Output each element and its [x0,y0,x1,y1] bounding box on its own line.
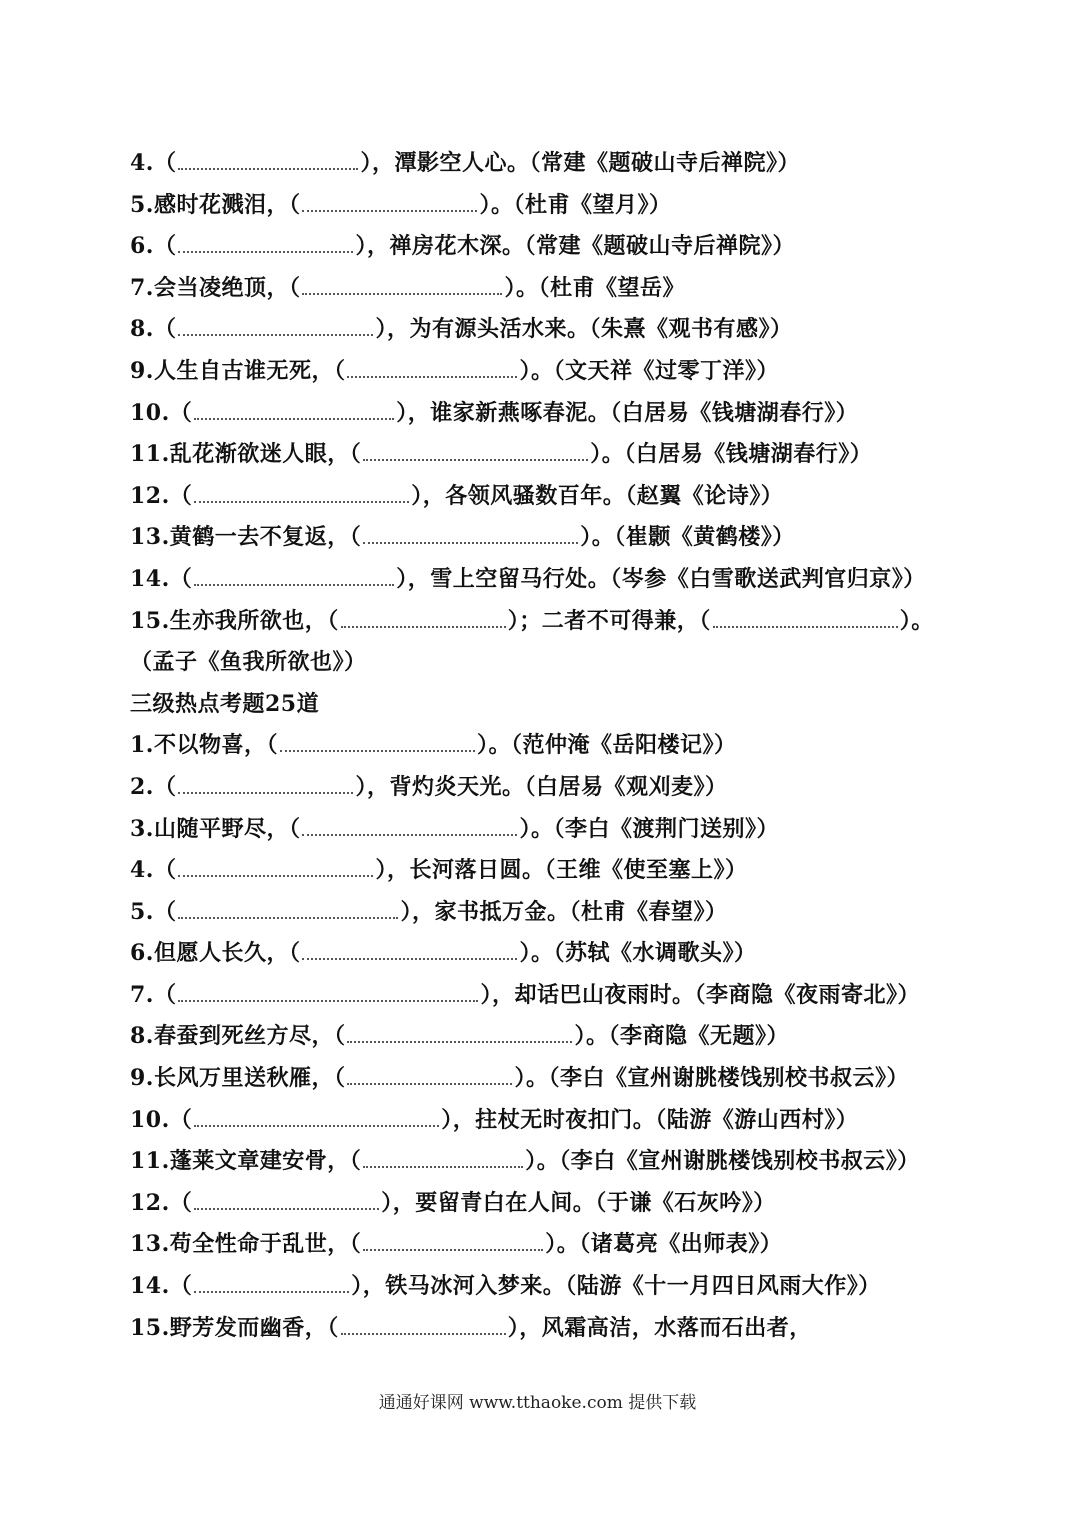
line-text: ），禅房花木深。（常建《题破山寺后禅院》） [355,233,795,260]
line-text: ），长河落日圆。（王维《使至塞上》） [375,857,748,884]
question-line [130,601,960,643]
line-text: ），却话巴山夜雨时。（李商隐《夜雨寄北》） [480,981,920,1008]
question-line [130,933,960,975]
answer-blank[interactable] [713,606,898,628]
answer-blank[interactable] [178,231,353,253]
answer-blank[interactable] [347,1022,572,1044]
line-text: 15.生亦我所欲也，（ [130,607,339,634]
question-line [130,185,960,227]
answer-blank[interactable] [178,315,373,337]
question-line [130,975,960,1017]
line-text: ）；二者不可得兼，（ [507,607,711,634]
question-line [130,143,960,185]
line-text: 12.（ [130,1189,193,1216]
answer-blank[interactable] [194,1271,349,1293]
answer-blank[interactable] [178,148,358,170]
question-line [130,1183,960,1225]
answer-blank[interactable] [178,855,373,877]
question-line [130,517,960,559]
question-line [130,268,960,310]
line-text: ）。 [899,607,934,634]
line-text: 11.蓬莱文章建安骨，（ [130,1148,362,1175]
answer-blank[interactable] [363,1146,523,1168]
line-text: ）。（李白《渡荆门送别》） [519,815,779,842]
line-text: 5.（ [130,898,177,925]
answer-blank[interactable] [302,190,477,212]
line-text: ），各领风骚数百年。（赵翼《论诗》） [411,482,784,509]
answer-blank[interactable] [194,481,409,503]
answer-blank[interactable] [341,606,506,628]
question-line [130,476,960,518]
answer-blank[interactable] [194,398,394,420]
section-heading [130,684,960,726]
question-line [130,767,960,809]
answer-blank[interactable] [302,814,517,836]
line-text: ），为有源头活水来。（朱熹《观书有感》） [375,316,793,343]
question-line [130,1058,960,1100]
answer-blank[interactable] [302,938,517,960]
line-text: 三级热点考题25道 [130,690,320,717]
question-line [130,809,960,851]
answer-blank[interactable] [302,273,502,295]
line-text: ）。（诸葛亮《出师表》） [545,1231,783,1258]
line-text: 1.不以物喜，（ [130,732,278,759]
line-text: ），雪上空留马行处。（岑参《白雪歌送武判官归京》） [396,565,926,592]
page-footer: 通通好课网 www.tthaoke.com 提供下载 [378,1393,697,1413]
question-line [130,434,960,476]
line-text: ），家书抵万金。（杜甫《春望》） [400,898,728,925]
line-text: 15.野芳发而幽香，（ [130,1314,339,1341]
line-text: ），要留青白在人间。（于谦《石灰吟》） [381,1189,776,1216]
line-text: 9.长风万里送秋雁，（ [130,1065,346,1092]
line-text: 6.但愿人长久，（ [130,940,301,967]
line-text: ）。（杜甫《望岳》 [504,274,685,301]
answer-blank[interactable] [363,439,588,461]
line-text: ）。（杜甫《望月》） [479,191,672,218]
answer-blank[interactable] [363,1230,543,1252]
line-text: 8.春蚕到死丝方尽，（ [130,1023,346,1050]
line-text: 11.乱花渐欲迷人眼，（ [130,441,362,468]
line-text: ）。（苏轼《水调歌头》） [519,940,757,967]
answer-blank[interactable] [341,1313,506,1335]
line-text: 4.（ [130,150,177,176]
line-text: 6.（ [130,233,177,260]
line-text: ），拄杖无时夜扣门。（陆游《游山西村》） [441,1106,859,1133]
line-text: 14.（ [130,1273,193,1300]
line-text: 4.（ [130,857,177,884]
line-text: 7.会当凌绝顶，（ [130,274,301,301]
line-text: ）。（范仲淹《岳阳楼记》） [476,732,737,759]
line-text: ），谁家新燕啄春泥。（白居易《钱塘湖春行》） [396,399,859,426]
line-text: 7.（ [130,981,177,1008]
answer-blank[interactable] [194,564,394,586]
line-text: ），风霜高洁，水落而石出者， [507,1314,812,1341]
question-line [130,309,960,351]
question-line [130,1016,960,1058]
line-text: 3.山随平野尽，（ [130,815,301,842]
line-text: ），背灼炎天光。（白居易《观刈麦》） [355,773,728,800]
line-text: 10.（ [130,399,193,426]
question-line [130,850,960,892]
line-text: 8.（ [130,316,177,343]
question-line [130,1308,960,1350]
line-text: ）。（李商隐《无题》） [574,1023,789,1050]
line-text: 5.感时花溅泪，（ [130,191,301,218]
question-line [130,559,960,601]
line-text: ）。（白居易《钱塘湖春行》） [590,441,873,468]
question-line [130,1224,960,1266]
question-line [130,1100,960,1142]
line-text: 13.苟全性命于乱世，（ [130,1231,362,1258]
question-line [130,725,960,767]
answer-blank[interactable] [280,731,475,753]
line-text: 12.（ [130,482,193,509]
answer-blank[interactable] [347,356,517,378]
question-line [130,642,960,684]
line-text: ），潭影空人心。（常建《题破山寺后禅院》） [360,150,800,176]
answer-blank[interactable] [363,523,578,545]
answer-blank[interactable] [347,1063,512,1085]
question-line [130,1266,960,1308]
answer-blank[interactable] [178,772,353,794]
line-text: （孟子《鱼我所欲也》） [130,649,367,676]
line-text: ）。（李白《宣州谢朓楼饯别校书叔云》） [514,1065,909,1092]
line-text: 2.（ [130,773,177,800]
line-text: ）。（崔颢《黄鹤楼》） [580,524,795,551]
line-text: ）。（李白《宣州谢朓楼饯别校书叔云》） [525,1148,920,1175]
answer-blank[interactable] [194,1105,439,1127]
line-text: 13.黄鹤一去不复返，（ [130,524,362,551]
question-line [130,393,960,435]
line-text: ），铁马冰河入梦来。（陆游《十一月四日风雨大作》） [351,1273,881,1300]
question-line [130,226,960,268]
answer-blank[interactable] [194,1188,379,1210]
answer-blank[interactable] [178,980,478,1002]
answer-blank[interactable] [178,897,398,919]
question-line [130,351,960,393]
line-text: ）。（文天祥《过零丁洋》） [519,357,779,384]
question-line [130,892,960,934]
question-line [130,1141,960,1183]
line-text: 9.人生自古谁无死，（ [130,357,346,384]
line-text: 10.（ [130,1106,193,1133]
question-list [130,143,960,1349]
line-text: 14.（ [130,565,193,592]
